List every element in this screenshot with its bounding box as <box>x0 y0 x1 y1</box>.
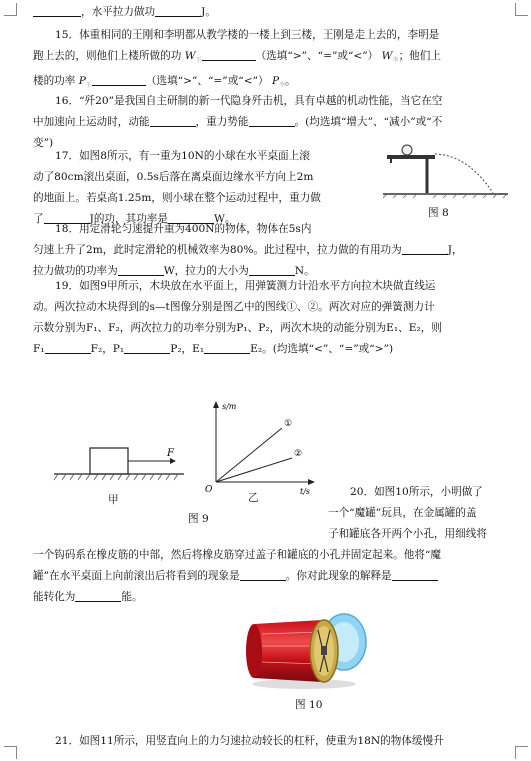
ball <box>402 145 412 155</box>
y-axis-label: s/m <box>222 402 237 411</box>
answer-blank <box>75 589 121 602</box>
line-2-label: ② <box>294 449 303 459</box>
figure-8-table-ball <box>383 143 508 199</box>
question-15: 15．体重相同的王刚和李明都从教学楼的一楼上到三楼，王刚是走上去的，李明是 跑上去的，则他们上楼所做的功 $W_王$ （选填“>”、“=”或“<”） $W_李$；他们上 楼的功率 $P_王$ （选填“>”、“=”或“<”） $P_李$。 <box>33 29 441 90</box>
origin-label: O <box>205 485 213 495</box>
q14-tail: ，水平拉力做功 J。 <box>33 2 508 23</box>
figure-9-yi-label: 乙 <box>248 492 259 504</box>
figure-9-yi-graph <box>200 398 320 498</box>
figure-10-magic-can <box>244 606 374 690</box>
answer-blank <box>249 263 295 276</box>
figure-9-jia-label: 甲 <box>108 494 119 506</box>
answer-blank <box>92 73 146 86</box>
question-17: 17．如图8所示，有一重为10N的小球在水平桌面上滚 动了80cm滚出桌面，0.5s后落在离桌面边缘水平方向上2m 的地面上。若桌高1.25m，则小球在整个运动过程中，重力做 了 J的功，其功率是 W。 <box>33 150 321 225</box>
answer-blank <box>202 48 256 61</box>
answer-blank <box>249 114 295 127</box>
graph-line-1 <box>216 428 282 482</box>
answer-blank <box>155 4 201 17</box>
answer-blank <box>392 568 438 581</box>
line-1-label: ① <box>284 419 293 429</box>
y-axis-arrow <box>213 401 219 408</box>
answer-blank <box>124 341 170 354</box>
wooden-block <box>90 448 128 474</box>
question-18: 18．用定滑轮匀速提升重为400N的物体，物体在5s内 匀速上升了2m，此时定滑轮的机械效率为80%。此过程中，拉力做的有用功为 J， 拉力做功的功率为 W，拉力的大小为 N。 <box>33 223 463 277</box>
trajectory-path <box>435 154 493 193</box>
question-19: 19．如图9甲所示，木块放在水平面上，用弹簧测力计沿水平方向拉木块做直线运 动。两次拉动木块得到的s—t图像分别是图乙中的图线①、②。两次对应的弹簧测力计 示数分别为F₁、F₂，两次拉力的功率分别为P₁、P₂，两次木块的动能分别为E₁、E₂，则 F₁ F₂，P₁ P₂，E₁ E₂。(均选填“<”、“=”或“>”) <box>33 280 442 355</box>
answer-blank <box>204 341 250 354</box>
answer-blank <box>240 568 286 581</box>
figure-9-jia-block <box>52 440 192 490</box>
figure-10-caption: 图 10 <box>295 699 323 711</box>
crop-mark-top-right <box>515 3 528 16</box>
figure-9-caption: 图 9 <box>188 513 209 525</box>
graph-line-2 <box>216 458 292 482</box>
force-label: F <box>167 448 174 459</box>
crop-mark-bottom-left <box>4 746 17 759</box>
crop-mark-bottom-right <box>515 746 528 759</box>
question-16: 16．“歼20”是我国自主研制的新一代隐身歼击机，具有卓越的机动性能，当它在空 中加速向上运动时，动能 ，重力势能 。(均选填“增大”、“减小”或“不 变”) <box>33 95 443 149</box>
answer-blank <box>150 114 196 127</box>
table-top <box>387 155 435 159</box>
hook-weight <box>321 646 327 655</box>
answer-blank <box>118 263 164 276</box>
can-back-end <box>246 624 262 678</box>
crop-mark-top-left <box>4 3 17 16</box>
question-20-right: 20．如图10所示，小明做了 一个“魔罐”玩具，在金属罐的盖 子和罐底各开两个小孔，用细线将 <box>328 486 487 540</box>
figure-8-caption: 图 8 <box>428 207 449 219</box>
question-21: 21．如图11所示，用竖直向上的力匀速拉动较长的杠杆，使重为18N的物体缓慢升 <box>55 735 444 747</box>
x-axis-label: t/s <box>300 487 311 496</box>
answer-blank <box>45 341 91 354</box>
x-axis-arrow <box>308 479 315 485</box>
answer-blank <box>33 4 81 17</box>
answer-blank <box>402 242 448 255</box>
question-20: 一个钩码系在橡皮筋的中部，然后将橡皮筋穿过盖子和罐底的小孔并固定起来。他将“魔 罐”在水平桌面上向前滚出后将看到的现象是 。你对此现象的解释是 能转化为 能。 <box>33 549 441 603</box>
